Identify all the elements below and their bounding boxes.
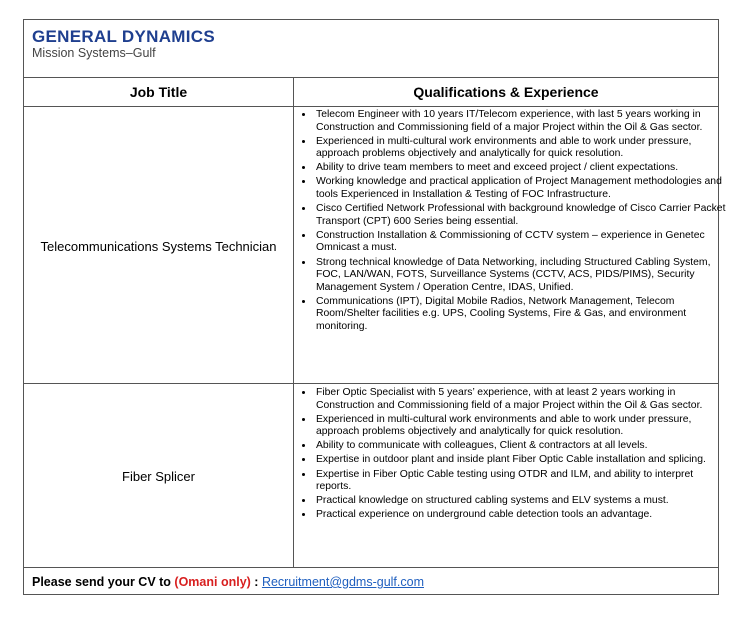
job-posting-sheet	[23, 19, 726, 595]
header-qualifications: Qualifications & Experience	[413, 84, 599, 100]
footer-prefix: Please send your CV to	[32, 575, 175, 589]
list-item: • Construction Installation & Commissioning of CCTV system – experience in Genetec Omnicast a must.	[314, 230, 728, 255]
list-item: • Experienced in multi-cultural work environments and able to work under pressure, approach problems objectively and analytically for quick resolution.	[314, 414, 728, 439]
list-item: • Working knowledge and practical application of Project Management methodologies and tools Experienced in Installation & Testing of FOC Infrastructure.	[314, 176, 728, 201]
qualifications-list-fiber	[302, 387, 728, 523]
job-title-telecom-technician: Telecommunications Systems Technician	[40, 239, 277, 254]
list-item: • Ability to communicate with colleagues, Client & contractors at all levels.	[314, 440, 728, 453]
column-divider	[293, 77, 294, 567]
list-item: • Practical experience on underground cable detection tools an advantage.	[314, 509, 728, 522]
row-divider	[24, 383, 718, 384]
list-item: • Cisco Certified Network Professional with background knowledge of Cisco Carrier Packet Transport (CPT) 600 Series being essential.	[314, 203, 728, 228]
omani-only-highlight: (Omani only)	[174, 575, 251, 589]
header-job-title: Job Title	[129, 84, 188, 100]
list-item: • Ability to drive team members to meet and exceed project / client expectations.	[314, 162, 728, 175]
cv-submission-note	[32, 573, 424, 591]
recruitment-email-link[interactable]: Recruitment@gdms-gulf.com	[261, 575, 424, 589]
qualifications-list-telecom	[302, 109, 728, 335]
header-row-border	[24, 106, 718, 107]
table-bottom-border	[24, 567, 718, 568]
logo-division-name: Mission Systems–Gulf	[32, 46, 156, 60]
list-item: • Communications (IPT), Digital Mobile Radios, Network Management, Telecom Room/Shelter facilities e.g. UPS, Cooling Systems, Fire & Gas, and environment monitoring.	[314, 296, 728, 334]
list-item: • Fiber Optic Specialist with 5 years’ experience, with at least 2 years working in Construction and Commissioning field of a major Project within the Oil & Gas sector.	[314, 387, 728, 412]
list-item: • Expertise in outdoor plant and inside plant Fiber Optic Cable installation and splicing.	[314, 454, 728, 467]
logo-company-name: GENERAL DYNAMICS	[32, 27, 216, 46]
company-logo	[32, 28, 215, 60]
list-item: • Expertise in Fiber Optic Cable testing using OTDR and ILM, and ability to interpret reports.	[314, 469, 728, 494]
job-title-fiber-splicer: Fiber Splicer	[122, 469, 195, 484]
list-item: • Practical knowledge on structured cabling systems and ELV systems a must.	[314, 495, 728, 508]
list-item: • Strong technical knowledge of Data Networking, including Structured Cabling System, FOC, LAN/WAN, FOTS, Surveillance Systems (CCTV, ACS, PIDS/PIMS), Security Management System / Operation Centre, IDAS, Unified.	[314, 257, 728, 295]
list-item: • Telecom Engineer with 10 years IT/Telecom experience, with last 5 years working in Construction and Commissioning field of a major Project within the Oil & Gas sector.	[314, 109, 728, 134]
list-item: • Experienced in multi-cultural work environments and able to work under pressure, approach problems objectively and analytically for quick resolution.	[314, 136, 728, 161]
footer-separator: :	[250, 575, 262, 589]
